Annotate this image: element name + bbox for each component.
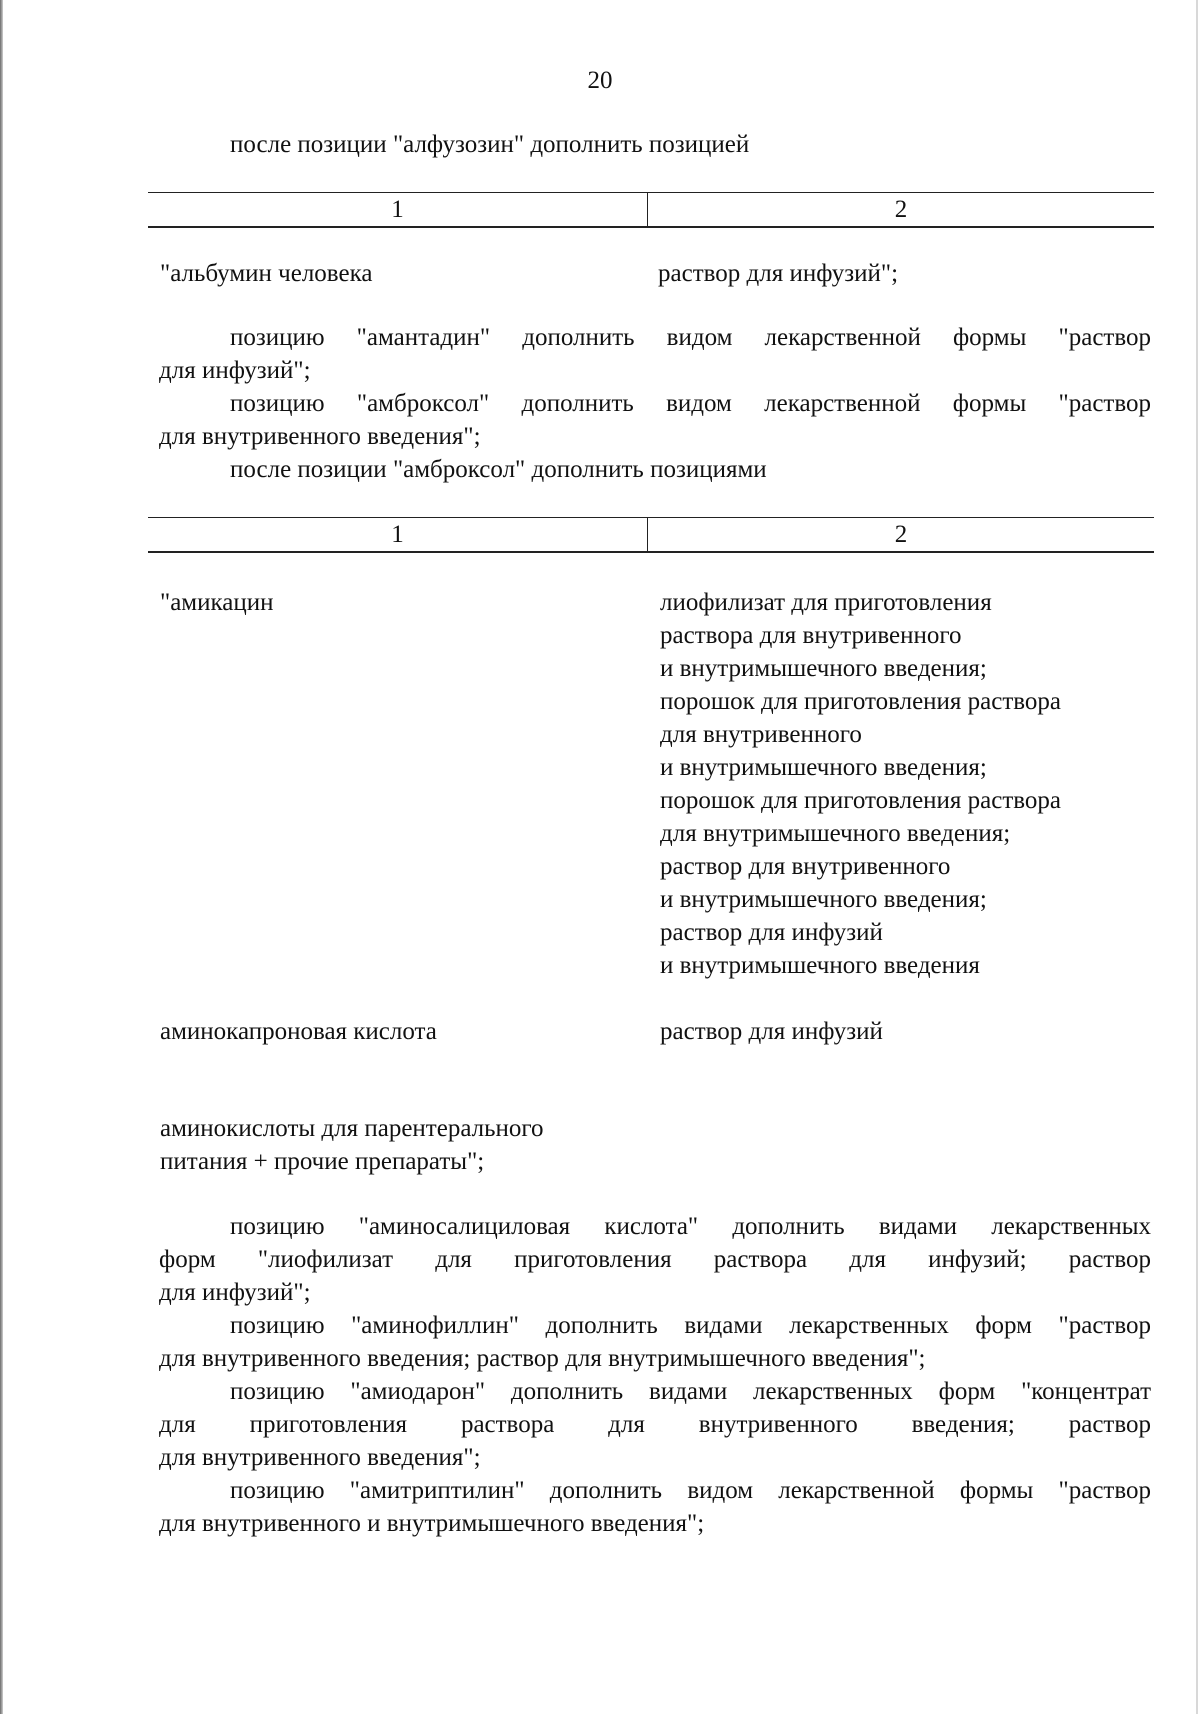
paragraph-line: позицию "амантадин" дополнить видом лекарственной формы "раствор bbox=[230, 324, 1151, 351]
drug-name-aminocaproic-acid: аминокапроновая кислота bbox=[160, 1018, 437, 1045]
table-rule-top bbox=[148, 192, 1154, 193]
paragraph-line: позицию "аминосалициловая кислота" дополнить видами лекарственных bbox=[230, 1213, 1151, 1240]
table-column-2-label: 2 bbox=[894, 521, 908, 548]
paragraph-line: для внутривенного введения"; bbox=[159, 1444, 481, 1471]
paragraph-line: позицию "аминофиллин" дополнить видами лекарственных форм "раствор bbox=[230, 1312, 1151, 1339]
dosage-form-line: лиофилизат для приготовления bbox=[660, 589, 992, 616]
paragraph-line: для внутривенного введения; раствор для внутримышечного введения"; bbox=[159, 1345, 926, 1372]
drug-forms-amikacin bbox=[660, 586, 1061, 982]
paragraph-amitriptyline bbox=[159, 1474, 1151, 1540]
table-column-1-label: 1 bbox=[391, 521, 404, 548]
drug-name-amikacin: "амикацин bbox=[160, 589, 274, 616]
paragraph-line: для внутривенного введения"; bbox=[159, 423, 481, 450]
dosage-form-line: для внутривенного bbox=[660, 721, 862, 748]
drug-name-amino-acids bbox=[160, 1112, 544, 1178]
intro-ambroksol: после позиции "амброксол" дополнить позициями bbox=[230, 456, 767, 483]
dosage-form-line: раствора для внутривенного bbox=[660, 622, 962, 649]
paragraph-line: для внутривенного и внутримышечного введения"; bbox=[159, 1510, 705, 1537]
table-header-1 bbox=[148, 192, 1154, 228]
drug-name-line: аминокислоты для парентерального bbox=[160, 1115, 544, 1142]
dosage-form-line: и внутримышечного введения; bbox=[660, 886, 987, 913]
scan-edge-right bbox=[1196, 0, 1198, 1714]
paragraph-line: позицию "амиодарон" дополнить видами лекарственных форм "концентрат bbox=[230, 1378, 1151, 1405]
dosage-form-line: раствор для инфузий bbox=[660, 919, 883, 946]
paragraph-aminophylline bbox=[159, 1309, 1151, 1375]
drug-name-line: питания + прочие препараты"; bbox=[160, 1148, 485, 1175]
scan-edge-left bbox=[0, 0, 3, 1714]
dosage-form-line: и внутримышечного введения; bbox=[660, 655, 987, 682]
drug-name-albumin: "альбумин человека bbox=[160, 260, 373, 287]
table-column-1-label: 1 bbox=[391, 196, 404, 223]
dosage-form-line: и внутримышечного введения bbox=[660, 952, 980, 979]
paragraph-aminosalicylic-acid bbox=[159, 1210, 1151, 1309]
paragraph-line: позицию "амитриптилин" дополнить видом лекарственной формы "раствор bbox=[230, 1477, 1151, 1504]
dosage-form-line: для внутримышечного введения; bbox=[660, 820, 1011, 847]
paragraph-line: позицию "амброксол" дополнить видом лекарственной формы "раствор bbox=[230, 390, 1151, 417]
drug-form-albumin: раствор для инфузий"; bbox=[658, 260, 899, 287]
paragraph-amantadin bbox=[159, 321, 1151, 387]
paragraph-line: для инфузий"; bbox=[159, 1279, 311, 1306]
table-rule-top bbox=[148, 517, 1154, 518]
dosage-form-line: и внутримышечного введения; bbox=[660, 754, 987, 781]
paragraph-amiodarone bbox=[159, 1375, 1151, 1474]
dosage-form-line: порошок для приготовления раствора bbox=[660, 787, 1062, 814]
table-rule-bottom bbox=[148, 226, 1154, 228]
drug-form-aminocaproic-acid: раствор для инфузий bbox=[660, 1018, 883, 1045]
table-header-2 bbox=[148, 517, 1154, 553]
table-rule-bottom bbox=[148, 551, 1154, 553]
table-column-2-label: 2 bbox=[894, 196, 908, 223]
dosage-form-line: порошок для приготовления раствора bbox=[660, 688, 1062, 715]
page-number: 20 bbox=[587, 67, 613, 94]
paragraph-ambroksol bbox=[159, 387, 1151, 453]
intro-alfuzozin: после позиции "алфузозин" дополнить позицией bbox=[230, 131, 750, 158]
paragraph-line: для инфузий"; bbox=[159, 357, 311, 384]
dosage-form-line: раствор для внутривенного bbox=[660, 853, 951, 880]
paragraph-line: для приготовления раствора для внутривенного введения; раствор bbox=[159, 1411, 1151, 1438]
paragraph-line: форм "лиофилизат для приготовления раствора для инфузий; раствор bbox=[159, 1246, 1151, 1273]
